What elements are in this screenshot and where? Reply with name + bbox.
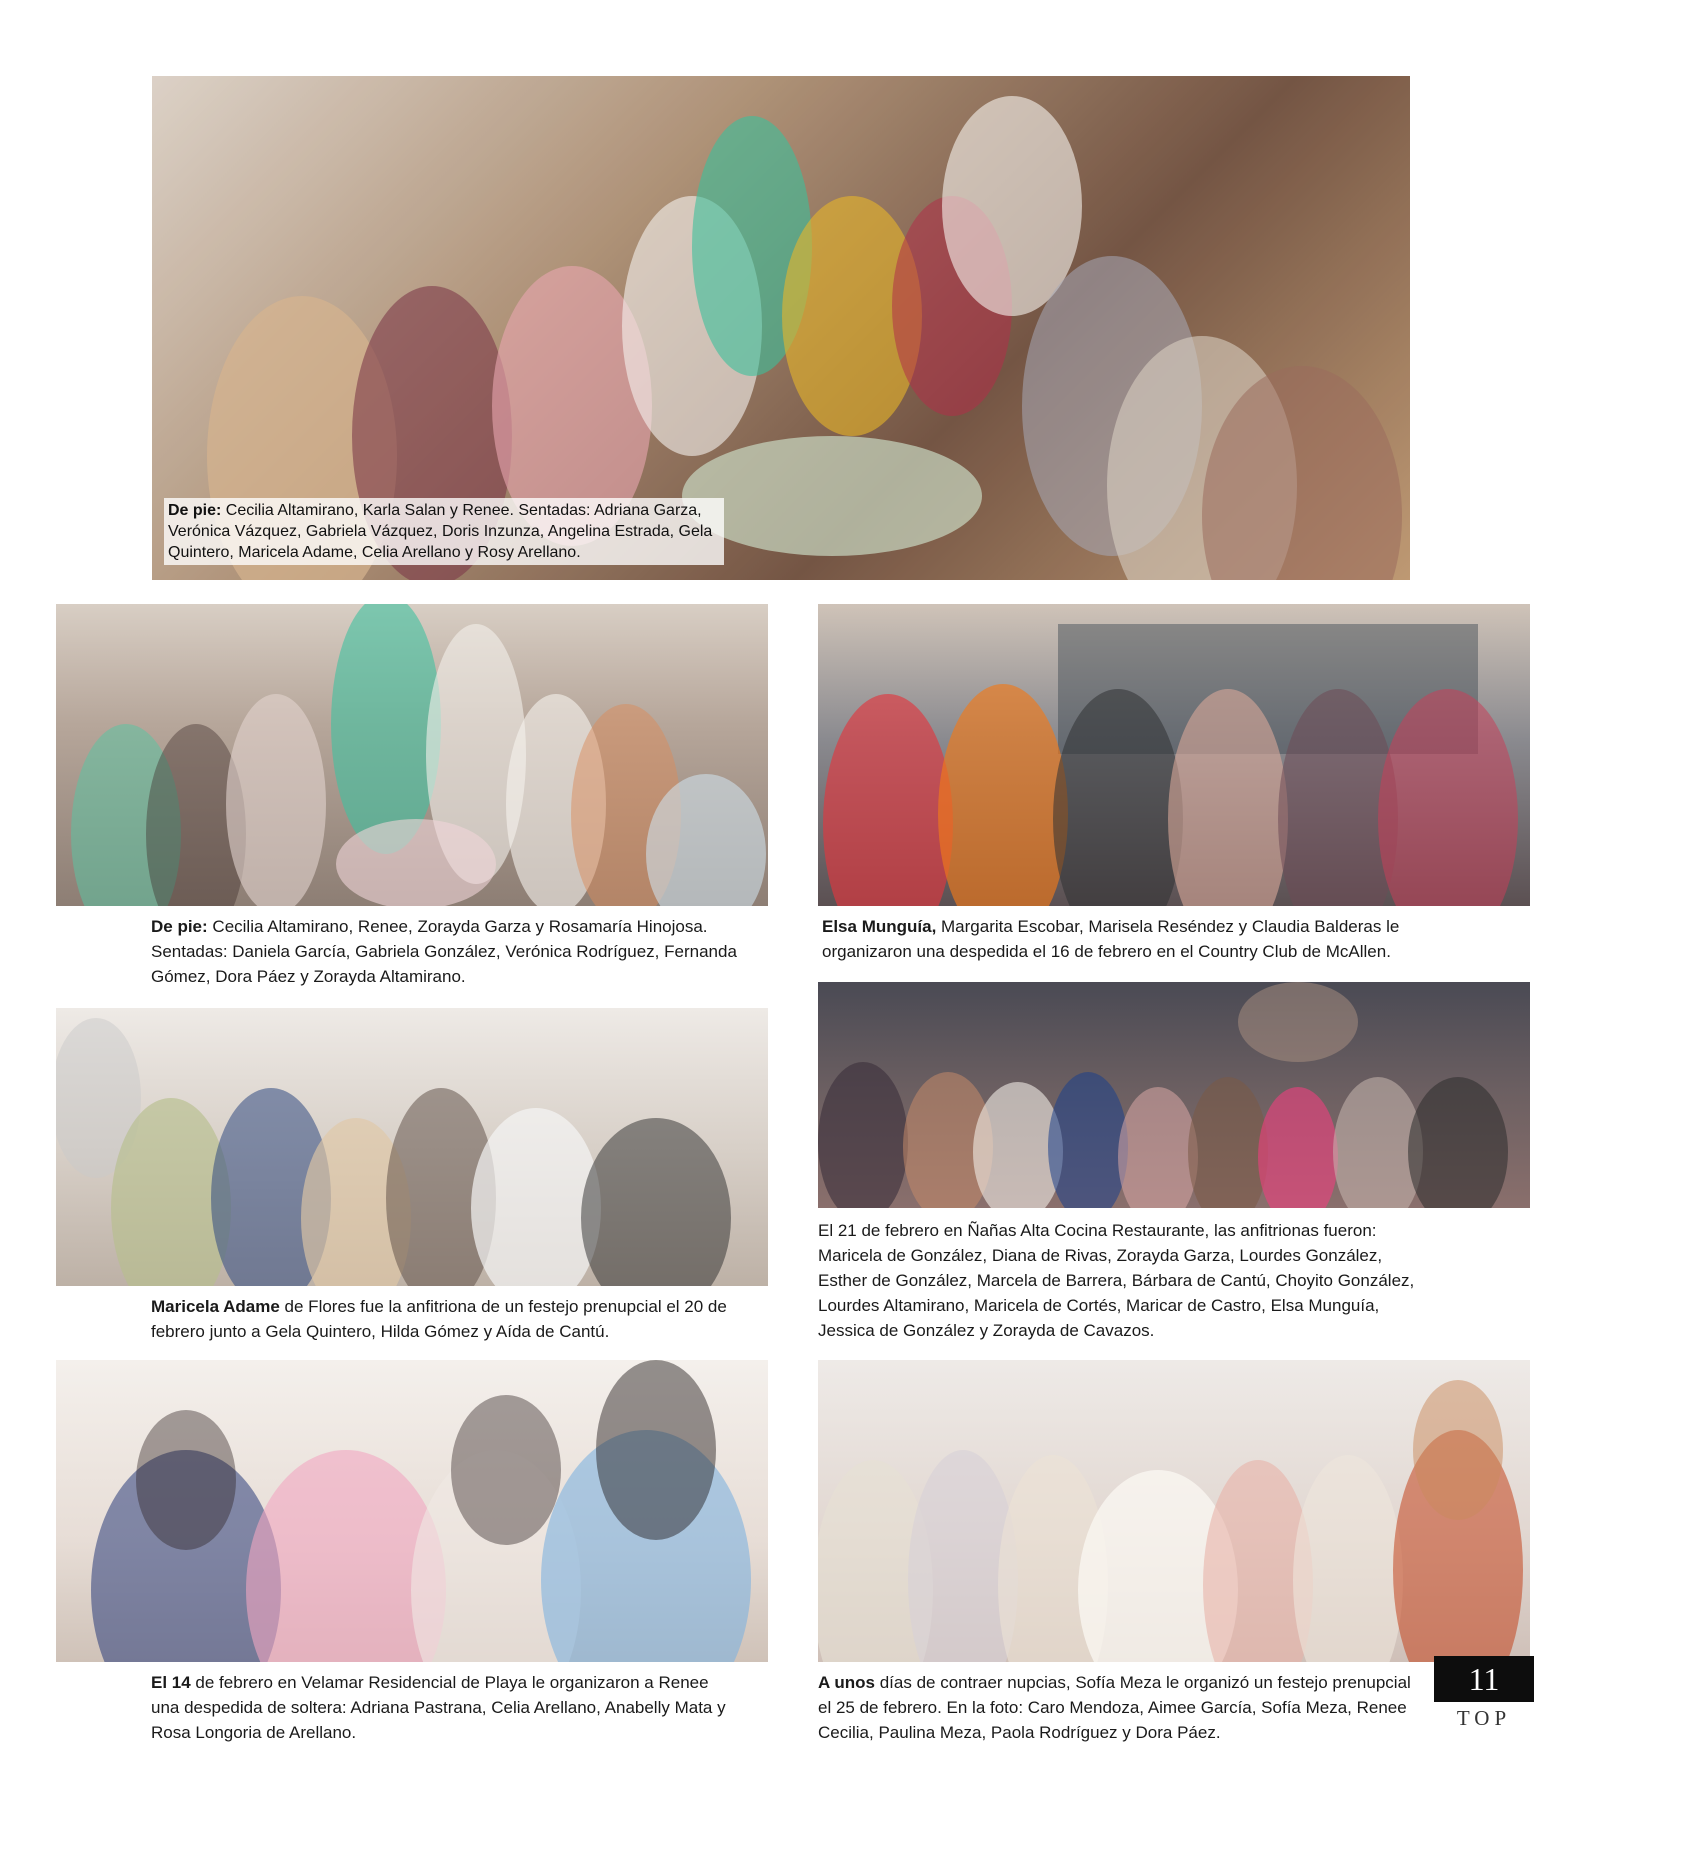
caption-text: de febrero en Velamar Residencial de Playa le organizaron a Renee una despedida de soltera: Adriana Pastrana, Celia Arellano, Anabelly Mata y Rosa Longoria de Arellano. [151, 1673, 726, 1742]
caption-lead: Elsa Munguía, [822, 917, 937, 936]
caption-lead: El 14 [151, 1673, 191, 1692]
caption-text: de Flores fue la anfitriona de un festejo prenupcial el 20 de febrero junto a Gela Quintero, Hilda Gómez y Aída de Cantú. [151, 1297, 727, 1341]
caption-lead: De pie: [151, 917, 208, 936]
photo-group-four-women [56, 1360, 768, 1662]
photo-group-country-club [818, 604, 1530, 906]
caption-photo-6 [151, 1670, 741, 1745]
caption-photo-4 [151, 1294, 741, 1344]
caption-text: Margarita Escobar, Marisela Reséndez y Claudia Balderas le organizaron una despedida el 16 de febrero en el Country Club de McAllen. [822, 917, 1400, 961]
caption-photo-3 [822, 914, 1424, 964]
caption-photo-5 [818, 1218, 1418, 1343]
caption-lead: Maricela Adame [151, 1297, 280, 1316]
caption-text: El 21 de febrero en Ñañas Alta Cocina Restaurante, las anfitrionas fueron: Maricela de González, Diana de Rivas, Zorayda Garza, Lourdes González, Esther de González, Marcela de Barrera, Bárbara de Cantú, Choyito González, Lourdes Altamirano, Maricela de Cortés, Maricar de Castro, Elsa Munguía, Jessica de González y Zorayda de Cavazos. [818, 1221, 1415, 1340]
caption-photo-2 [151, 914, 768, 989]
page-number: 11 [1434, 1656, 1534, 1702]
caption-text: Cecilia Altamirano, Renee, Zorayda Garza y Rosamaría Hinojosa. Sentadas: Daniela García, Gabriela González, Verónica Rodríguez, Fernanda Gómez, Dora Páez y Zorayda Altamirano. [151, 917, 737, 986]
magazine-label: TOP [1456, 1706, 1512, 1730]
photo-group-six-women [56, 1008, 768, 1286]
photo-group-bride-friends [818, 1360, 1530, 1662]
caption-text: Cecilia Altamirano, Karla Salan y Renee. Sentadas: Adriana Garza, Verónica Vázquez, Gabriela Vázquez, Doris Inzunza, Angelina Estrada, Gela Quintero, Maricela Adame, Celia Arellano y Rosy Arellano. [168, 502, 713, 561]
photo-group-restaurant-night [818, 982, 1530, 1208]
caption-photo-1 [164, 498, 724, 565]
caption-lead: A unos [818, 1673, 875, 1692]
caption-text: días de contraer nupcias, Sofía Meza le organizó un festejo prenupcial el 25 de febrero. En la foto: Caro Mendoza, Aimee García, Sofía Meza, Renee Cecilia, Paulina Meza, Paola Rodríguez y Dora Páez. [818, 1673, 1411, 1742]
caption-lead: De pie: [168, 502, 222, 519]
photo-group-table [56, 604, 768, 906]
caption-photo-7 [818, 1670, 1418, 1745]
